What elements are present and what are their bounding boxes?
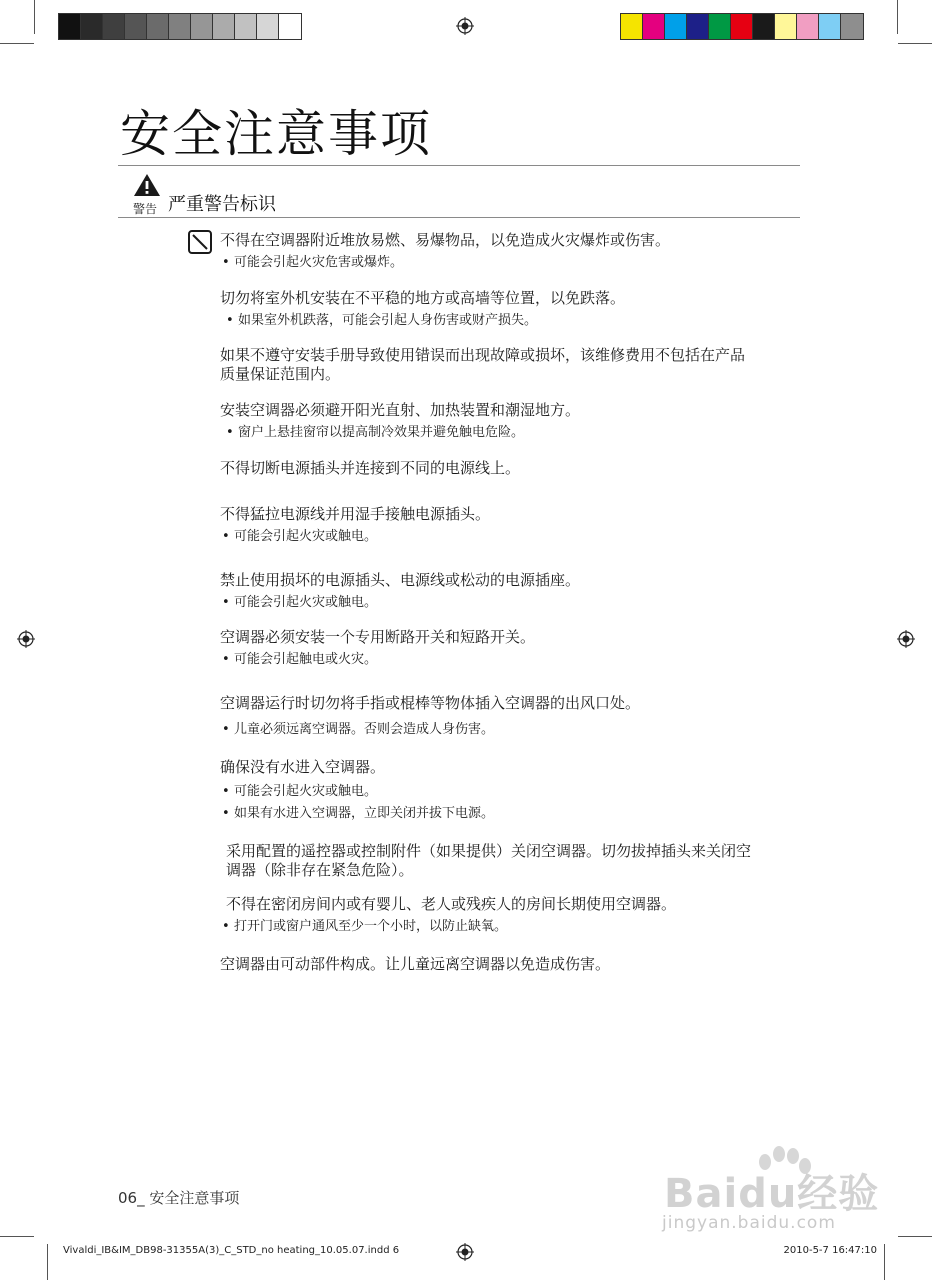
file-slug: Vivaldi_IB&IM_DB98-31355A(3)_C_STD_no heating_10.05.07.indd 6 [63, 1245, 400, 1256]
warning-item: 不得在密闭房间内或有婴儿、老人或残疾人的房间长期使用空调器。 [226, 895, 677, 913]
baidu-logo: Baidu经验 [664, 1171, 880, 1217]
registration-mark-icon [897, 630, 915, 648]
section-divider [118, 217, 800, 218]
color-swatch [775, 14, 797, 39]
warning-item: 不得猛拉电源线并用湿手接触电源插头。 [220, 505, 491, 523]
crop-mark [898, 1236, 932, 1237]
crop-mark [0, 1236, 34, 1237]
warning-item: 空调器运行时切勿将手指或棍棒等物体插入空调器的出风口处。 [220, 694, 641, 712]
registration-mark-icon [17, 630, 35, 648]
warning-item-continued: 调器（除非存在紧急危险）。 [226, 861, 414, 879]
color-swatch [687, 14, 709, 39]
warning-note: • 儿童必须远离空调器。否则会造成人身伤害。 [222, 722, 495, 737]
warning-note: • 打开门或窗户通风至少一个小时，以防止缺氧。 [222, 919, 508, 934]
color-swatch [819, 14, 841, 39]
gray-color-bar [58, 13, 302, 40]
color-swatch [235, 14, 257, 39]
color-swatch [797, 14, 819, 39]
color-swatch [731, 14, 753, 39]
color-swatch [147, 14, 169, 39]
warning-item: 禁止使用损坏的电源插头、电源线或松动的电源插座。 [220, 571, 581, 589]
warning-item: 切勿将室外机安装在不平稳的地方或高墙等位置，以免跌落。 [220, 289, 626, 307]
warning-item: 不得在空调器附近堆放易燃、易爆物品，以免造成火灾爆炸或伤害。 [220, 231, 671, 249]
prohibited-icon [188, 230, 212, 254]
warning-item: 空调器必须安装一个专用断路开关和短路开关。 [220, 628, 536, 646]
warning-note: • 如果有水进入空调器，立即关闭并拔下电源。 [222, 806, 495, 821]
color-swatch [643, 14, 665, 39]
color-swatch [59, 14, 81, 39]
color-swatch [125, 14, 147, 39]
crop-mark [47, 1244, 48, 1280]
title-divider [118, 165, 800, 166]
section-heading: 严重警告标识 [168, 194, 276, 215]
color-swatch [257, 14, 279, 39]
crop-mark [34, 0, 35, 34]
watermark-url: jingyan.baidu.com [662, 1213, 836, 1233]
warning-note: • 窗户上悬挂窗帘以提高制冷效果并避免触电危险。 [226, 425, 525, 440]
warning-triangle-icon [133, 173, 161, 197]
page-title: 安全注意事项 [120, 105, 432, 163]
warning-note: • 可能会引起火灾或触电。 [222, 595, 378, 610]
color-swatch [753, 14, 775, 39]
page-footer: 06_ 安全注意事项 [118, 1189, 240, 1207]
warning-note: • 可能会引起火灾或触电。 [222, 784, 378, 799]
warning-item: 空调器由可动部件构成。让儿童远离空调器以免造成伤害。 [220, 955, 611, 973]
color-swatch [191, 14, 213, 39]
color-swatch [81, 14, 103, 39]
warning-item: 如果不遵守安装手册导致使用错误而出现故障或损坏，该维修费用不包括在产品 [220, 346, 746, 364]
crop-mark [0, 43, 34, 44]
warning-label: 警告 [133, 202, 158, 216]
warning-item-continued: 质量保证范围内。 [220, 365, 341, 383]
registration-mark-icon [456, 1243, 474, 1261]
registration-mark-icon [456, 17, 474, 35]
crop-mark [898, 43, 932, 44]
color-swatch [841, 14, 863, 39]
warning-note: • 可能会引起火灾或触电。 [222, 529, 378, 544]
crop-mark [884, 1244, 885, 1280]
warning-note: • 如果室外机跌落，可能会引起人身伤害或财产损失。 [226, 313, 538, 328]
print-timestamp: 2010-5-7 16:47:10 [783, 1245, 877, 1256]
color-swatch [709, 14, 731, 39]
color-swatch [279, 14, 301, 39]
warning-item: 安装空调器必须避开阳光直射、加热装置和潮湿地方。 [220, 401, 581, 419]
warning-item: 采用配置的遥控器或控制附件（如果提供）关闭空调器。切勿拔掉插头来关闭空 [226, 842, 752, 860]
warning-item: 确保没有水进入空调器。 [220, 758, 386, 776]
color-swatch [103, 14, 125, 39]
color-swatch [213, 14, 235, 39]
color-swatch [621, 14, 643, 39]
warning-item: 不得切断电源插头并连接到不同的电源线上。 [220, 459, 521, 477]
process-color-bar [620, 13, 864, 40]
color-swatch [169, 14, 191, 39]
warning-note: • 可能会引起触电或火灾。 [222, 652, 378, 667]
color-swatch [665, 14, 687, 39]
warning-note: • 可能会引起火灾危害或爆炸。 [222, 255, 404, 270]
crop-mark [897, 0, 898, 34]
